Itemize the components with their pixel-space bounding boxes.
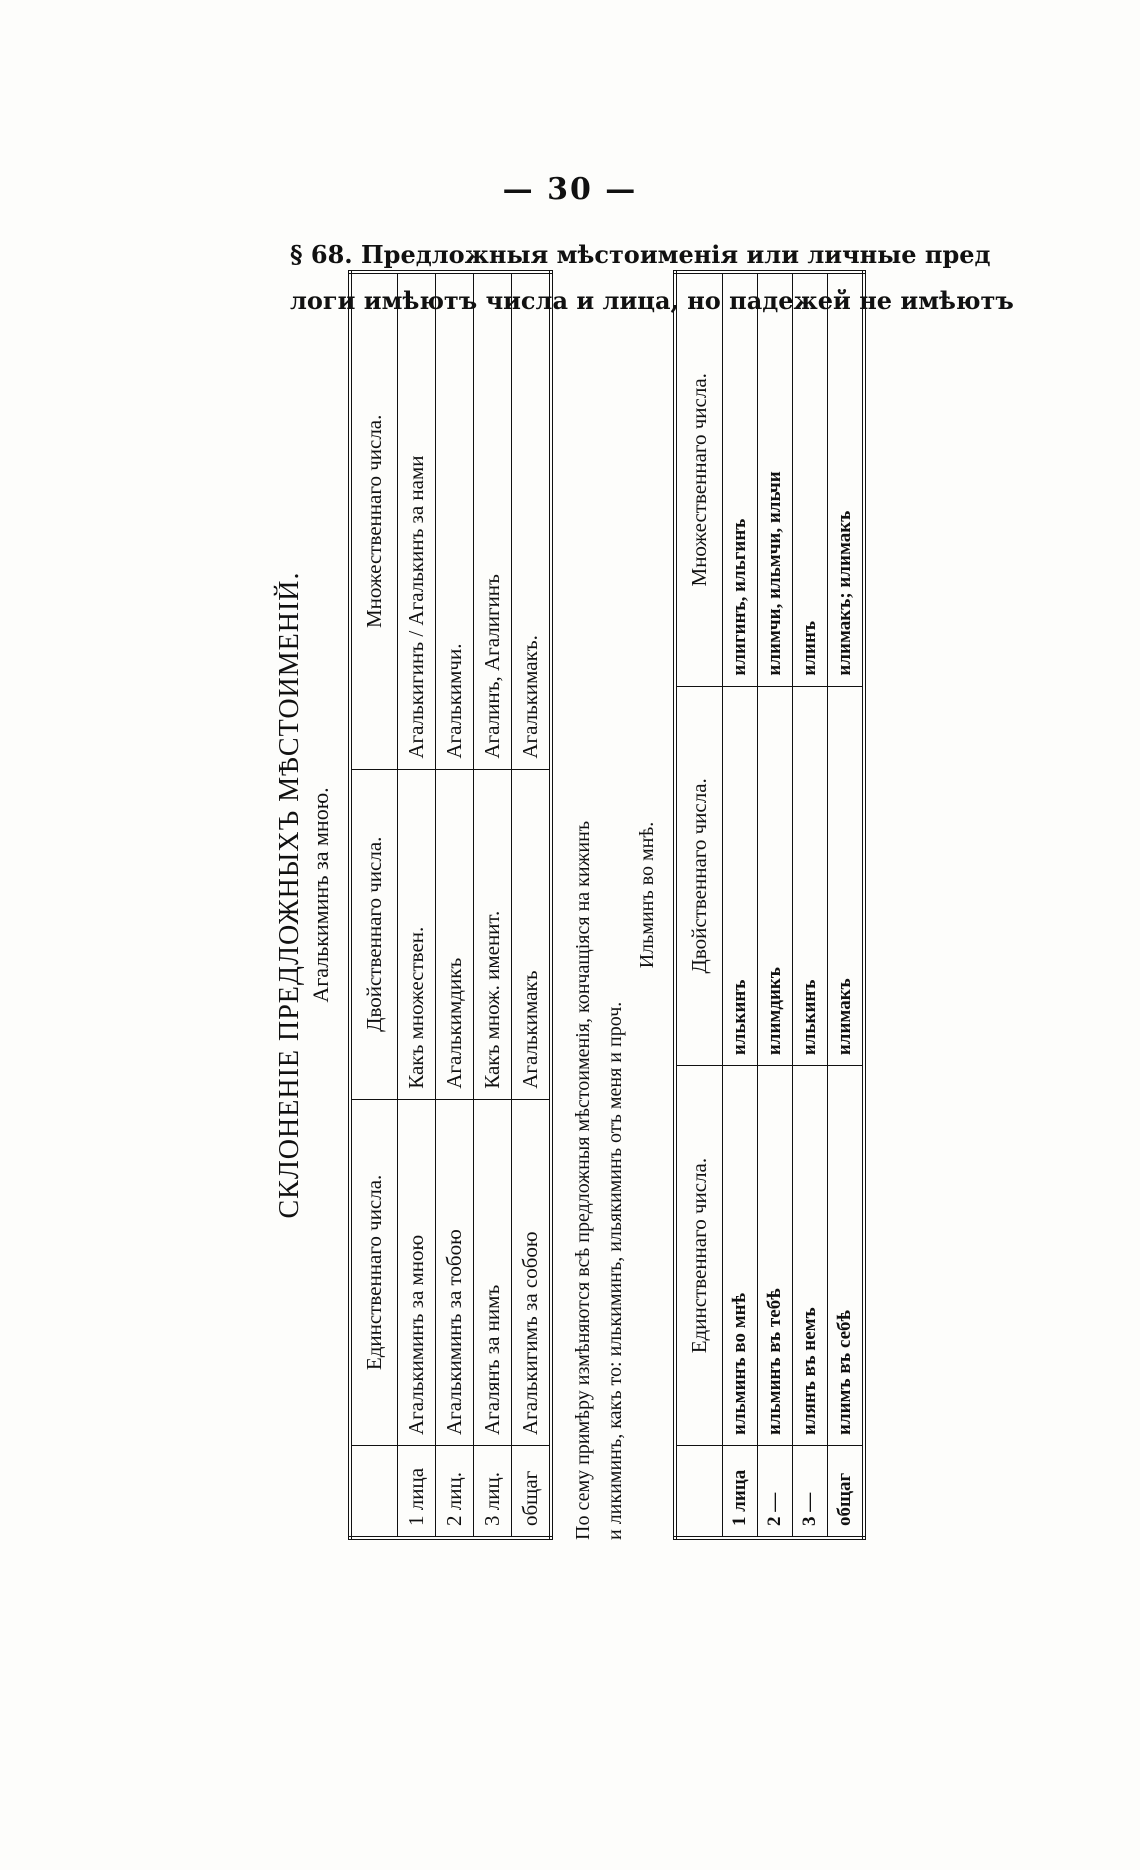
table-cell: Агалькимчи. xyxy=(436,272,474,769)
table-cell: илимчи, ильмчи, ильчи xyxy=(758,272,793,686)
table-cell: 1 лица xyxy=(398,1446,436,1539)
table-cell: Агалькиминъ за тобою xyxy=(436,1099,474,1445)
declension-table-1 xyxy=(348,270,553,1540)
table-cell: Какъ множествен. xyxy=(398,769,436,1099)
header-cell: Множественнаго числа. xyxy=(675,272,723,686)
header-cell: Множественнаго числа. xyxy=(350,272,398,769)
note-line-1: По сему примѣру измѣняются всѣ предложныя мѣстоименія, кончащіяся на кижинъ xyxy=(572,820,594,1540)
table-cell: илимъ въ себѣ xyxy=(828,1066,865,1446)
table-row xyxy=(758,272,793,1538)
paragraph-line-1: § 68. Предложныя мѣстоименія или личные пред xyxy=(290,240,991,269)
table-cell: илянъ въ немъ xyxy=(793,1066,828,1446)
rotated-content xyxy=(270,230,1050,1560)
header-cell: Единственнаго числа. xyxy=(675,1066,723,1446)
declension-table-2 xyxy=(673,270,866,1540)
table-cell: 3 лиц. xyxy=(474,1446,512,1539)
table-row xyxy=(723,272,758,1538)
table-cell: Агалькиминъ за мною xyxy=(398,1099,436,1445)
table-cell: ильминъ въ тебѣ xyxy=(758,1066,793,1446)
note-text xyxy=(567,250,663,1540)
table-cell: Агалькигинъ / Агалькинъ за нами xyxy=(398,272,436,769)
note-line-3: Ильминъ во мнѣ. xyxy=(636,821,658,969)
table-row xyxy=(398,272,436,1538)
declension-subtitle: Агалькиминъ за мною. xyxy=(308,787,333,1003)
header-cell: Двойственнаго числа. xyxy=(350,769,398,1099)
header-cell: Единственнаго числа. xyxy=(350,1099,398,1445)
paragraph-line-2: логи имѣютъ числа и лица, но падежей не имѣютъ xyxy=(290,286,1014,315)
table-cell: илькинъ xyxy=(723,686,758,1066)
table-cell: илинъ xyxy=(793,272,828,686)
table-cell: Агалянъ за нимъ xyxy=(474,1099,512,1445)
header-cell: Двойственнаго числа. xyxy=(675,686,723,1066)
table-cell: Какъ множ. именит. xyxy=(474,769,512,1099)
table-cell: общаг xyxy=(828,1446,865,1539)
table-row xyxy=(512,272,552,1538)
table-header-row xyxy=(350,272,398,1538)
table-cell: 1 лица xyxy=(723,1446,758,1539)
table-cell: Агалькигимъ за собою xyxy=(512,1099,552,1445)
table-cell: илимакъ xyxy=(828,686,865,1066)
table-cell: илимдикъ xyxy=(758,686,793,1066)
table-cell: 3 — xyxy=(793,1446,828,1539)
table-row xyxy=(474,272,512,1538)
table-cell: Агалькимакъ xyxy=(512,769,552,1099)
table-cell: 2 лиц. xyxy=(436,1446,474,1539)
table-cell: илигинъ, ильгинъ xyxy=(723,272,758,686)
table-cell: 2 — xyxy=(758,1446,793,1539)
table-cell: Агалькимакъ. xyxy=(512,272,552,769)
header-cell xyxy=(675,1446,723,1539)
header-cell xyxy=(350,1446,398,1539)
table-row xyxy=(828,272,865,1538)
table-cell: илимакъ; илимакъ xyxy=(828,272,865,686)
table-cell: общаг xyxy=(512,1446,552,1539)
table-cell: ильминъ во мнѣ xyxy=(723,1066,758,1446)
page-number: — 30 — xyxy=(502,172,638,207)
table-cell: Агалькимдикъ xyxy=(436,769,474,1099)
table-row xyxy=(436,272,474,1538)
table-cell: илькинъ xyxy=(793,686,828,1066)
table-cell: Агалинъ, Агалигинъ xyxy=(474,272,512,769)
table-row xyxy=(793,272,828,1538)
table-header-row xyxy=(675,272,723,1538)
declension-title: СКЛОНЕНІЕ ПРЕДЛОЖНЫХЪ МѢСТОИМЕНІЙ. xyxy=(274,571,305,1219)
note-line-2: и ликиминъ, какъ то: илькиминъ, ильякиминъ отъ меня и проч. xyxy=(604,1001,626,1540)
